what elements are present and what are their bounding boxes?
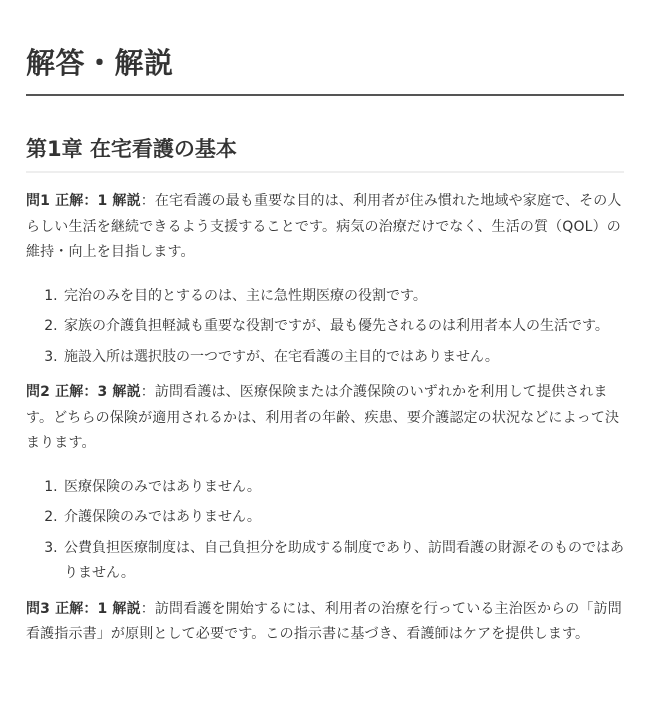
question-3-separator: ：: [140, 600, 155, 617]
question-1-choice-1: 1. 完治のみを目的とするのは、主に急性期医療の役割です。: [62, 284, 624, 310]
question-2-choice-1: 1. 医療保険のみではありません。: [62, 475, 624, 501]
question-2-explanation: [26, 380, 624, 457]
question-2-answer-label: 問2 正解：3 解説: [26, 384, 141, 400]
question-1-choice-list: [26, 284, 624, 371]
page-title: 解答・解説: [26, 46, 174, 80]
question-1-choice-2: 2. 家族の介護負担軽減も重要な役割ですが、最も優先されるのは利用者本人の生活です。: [62, 314, 624, 340]
question-2-choice-3: 3. 公費負担医療制度は、自己負担分を助成する制度であり、訪問看護の財源そのものではありません。: [62, 536, 624, 587]
question-1-separator: ：: [140, 193, 155, 209]
question-1-choice-3: 3. 施設入所は選択肢の一つですが、在宅看護の主目的ではありません。: [62, 345, 624, 371]
question-3-body: 訪問看護を開始するには、利用者の治療を行っている主治医からの「訪問看護指示書」が原則として必要です。この指示書に基づき、看護師はケアを提供します。: [26, 600, 622, 642]
question-2-choice-2: 2. 介護保険のみではありません。: [62, 505, 624, 531]
chapter-title: 第1章 在宅看護の基本: [26, 137, 237, 161]
chapter-divider: [26, 171, 624, 173]
question-1-body: 在宅看護の最も重要な目的は、利用者が住み慣れた地域や家庭で、その人らしい生活を継続できるよう支援することです。病気の治療だけでなく、生活の質（QOL）の維持・向上を目指します。: [26, 193, 622, 260]
question-2-body: 訪問看護は、医療保険または介護保険のいずれかを利用して提供されます。どちらの保険が適用されるかは、利用者の年齢、疾患、要介護認定の状況などによって決まります。: [26, 384, 620, 451]
question-3-answer-label: 問3 正解：1 解説: [26, 600, 141, 617]
question-1-explanation: [26, 189, 624, 266]
question-1-answer-label: 問1 正解：1 解説: [26, 193, 141, 209]
question-3-explanation: [26, 597, 624, 648]
question-2-separator: ：: [140, 384, 155, 400]
question-2-choice-list: [26, 475, 624, 587]
